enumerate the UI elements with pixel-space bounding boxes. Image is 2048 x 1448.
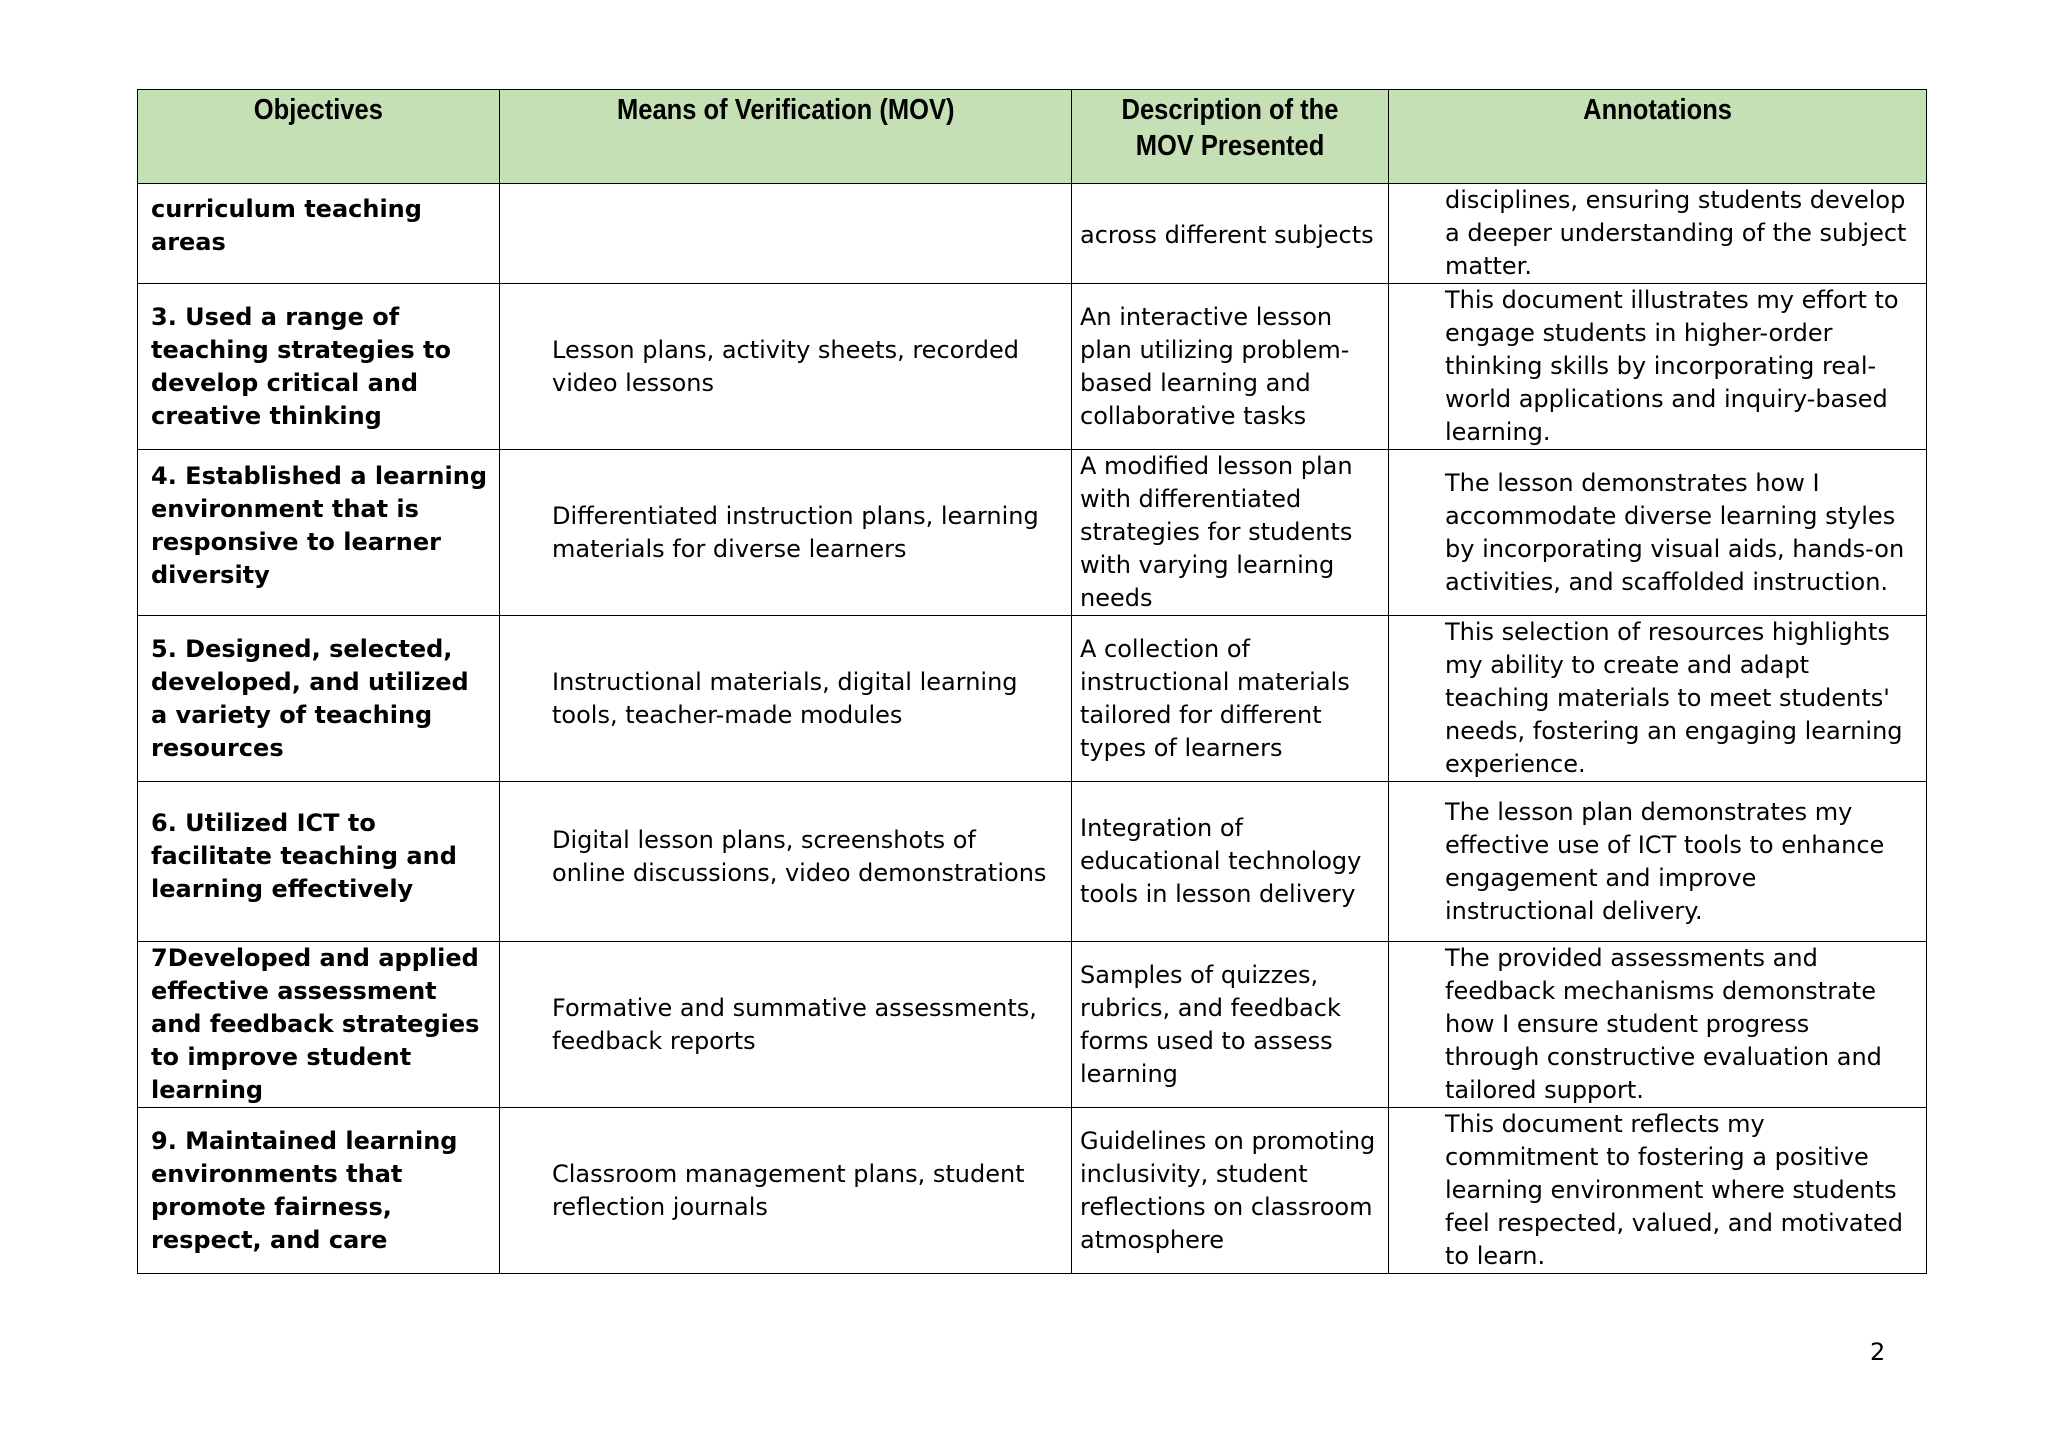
objective-cell: 6. Utilized ICT to facilitate teaching and learning effectively xyxy=(138,782,500,942)
header-annotations: Annotations xyxy=(1389,90,1927,184)
mov-cell: Formative and summative assessments, feedback reports xyxy=(500,942,1072,1108)
table-row xyxy=(138,1108,1927,1274)
description-cell: across different subjects xyxy=(1072,184,1389,284)
annotation-cell: The lesson demonstrates how I accommodate diverse learning styles by incorporating visual aids, hands-on activities, and scaffolded instruction. xyxy=(1389,450,1927,616)
mov-cell: Classroom management plans, student reflection journals xyxy=(500,1108,1072,1274)
table-row xyxy=(138,450,1927,616)
header-description: Description of the MOV Presented xyxy=(1072,90,1389,184)
page-number: 2 xyxy=(1870,1338,1886,1366)
annotation-cell: disciplines, ensuring students develop a deeper understanding of the subject matter. xyxy=(1389,184,1927,284)
description-cell: A collection of instructional materials tailored for different types of learners xyxy=(1072,616,1389,782)
table-header-row xyxy=(138,90,1927,184)
mov-cell: Digital lesson plans, screenshots of online discussions, video demonstrations xyxy=(500,782,1072,942)
objective-cell: 4. Established a learning environment that is responsive to learner diversity xyxy=(138,450,500,616)
description-cell: Integration of educational technology tools in lesson delivery xyxy=(1072,782,1389,942)
table-row xyxy=(138,942,1927,1108)
table-row xyxy=(138,616,1927,782)
mov-cell xyxy=(500,184,1072,284)
mov-cell: Lesson plans, activity sheets, recorded video lessons xyxy=(500,284,1072,450)
annotation-cell: This document reflects my commitment to fostering a positive learning environment where students feel respected, valued, and motivated to learn. xyxy=(1389,1108,1927,1274)
header-means-of-verification: Means of Verification (MOV) xyxy=(500,90,1072,184)
objective-cell: curriculum teaching areas xyxy=(138,184,500,284)
annotation-cell: The provided assessments and feedback mechanisms demonstrate how I ensure student progress through constructive evaluation and tailored support. xyxy=(1389,942,1927,1108)
objective-cell: 5. Designed, selected, developed, and utilized a variety of teaching resources xyxy=(138,616,500,782)
table-row xyxy=(138,782,1927,942)
mov-table xyxy=(137,89,1927,1274)
annotation-cell: This document illustrates my effort to engage students in higher-order thinking skills by incorporating real-world applications and inquiry-based learning. xyxy=(1389,284,1927,450)
objective-cell: 3. Used a range of teaching strategies to develop critical and creative thinking xyxy=(138,284,500,450)
table-row xyxy=(138,284,1927,450)
objective-cell: 7Developed and applied effective assessment and feedback strategies to improve student learning xyxy=(138,942,500,1108)
description-cell: A modified lesson plan with differentiated strategies for students with varying learning needs xyxy=(1072,450,1389,616)
header-objectives: Objectives xyxy=(138,90,500,184)
description-cell: An interactive lesson plan utilizing problem-based learning and collaborative tasks xyxy=(1072,284,1389,450)
mov-cell: Differentiated instruction plans, learning materials for diverse learners xyxy=(500,450,1072,616)
mov-cell: Instructional materials, digital learning tools, teacher-made modules xyxy=(500,616,1072,782)
table-row xyxy=(138,184,1927,284)
description-cell: Samples of quizzes, rubrics, and feedback forms used to assess learning xyxy=(1072,942,1389,1108)
objective-cell: 9. Maintained learning environments that promote fairness, respect, and care xyxy=(138,1108,500,1274)
annotation-cell: This selection of resources highlights my ability to create and adapt teaching materials to meet students' needs, fostering an engaging learning experience. xyxy=(1389,616,1927,782)
annotation-cell: The lesson plan demonstrates my effective use of ICT tools to enhance engagement and improve instructional delivery. xyxy=(1389,782,1927,942)
description-cell: Guidelines on promoting inclusivity, student reflections on classroom atmosphere xyxy=(1072,1108,1389,1274)
